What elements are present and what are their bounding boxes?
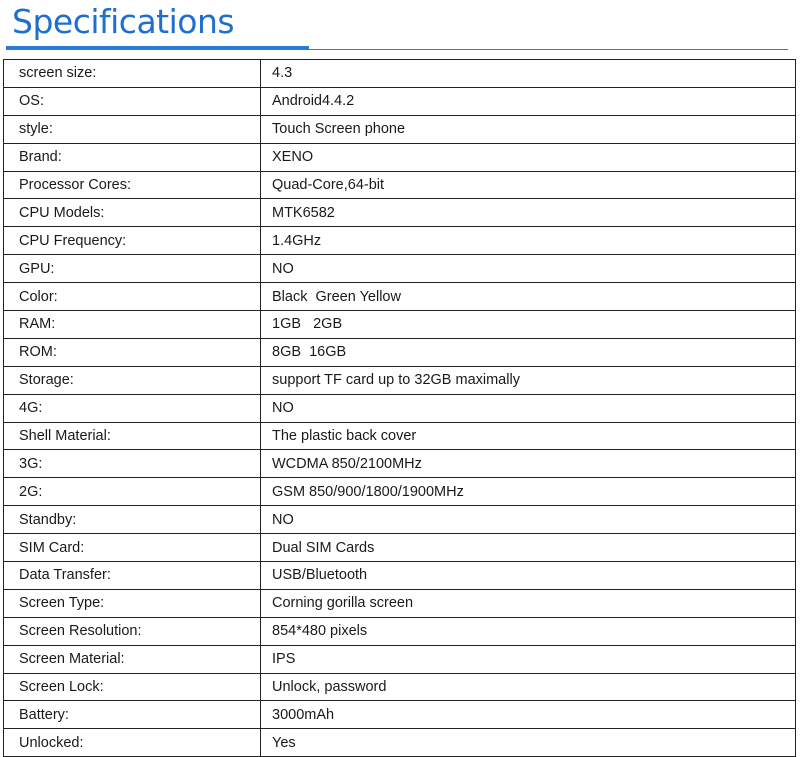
table-row (4, 617, 796, 645)
spec-value: WCDMA 850/2100MHz (261, 450, 796, 478)
spec-label: 3G: (4, 450, 261, 478)
spec-label: Storage: (4, 366, 261, 394)
table-row (4, 562, 796, 590)
spec-value: 1.4GHz (261, 227, 796, 255)
spec-label: Screen Lock: (4, 673, 261, 701)
spec-value: Dual SIM Cards (261, 534, 796, 562)
table-row (4, 394, 796, 422)
table-row (4, 422, 796, 450)
spec-label: Color: (4, 283, 261, 311)
spec-value: Quad-Core,64-bit (261, 171, 796, 199)
spec-label: Unlocked: (4, 729, 261, 757)
spec-value: Yes (261, 729, 796, 757)
spec-value: NO (261, 394, 796, 422)
spec-value: 854*480 pixels (261, 617, 796, 645)
table-row (4, 60, 796, 88)
table-row (4, 199, 796, 227)
table-row (4, 366, 796, 394)
spec-value: Touch Screen phone (261, 115, 796, 143)
spec-value: Unlock, password (261, 673, 796, 701)
spec-label: Standby: (4, 506, 261, 534)
spec-value: Android4.4.2 (261, 87, 796, 115)
table-row (4, 283, 796, 311)
table-row (4, 701, 796, 729)
spec-label: Processor Cores: (4, 171, 261, 199)
spec-value: 8GB 16GB (261, 338, 796, 366)
spec-label: CPU Frequency: (4, 227, 261, 255)
spec-value: XENO (261, 143, 796, 171)
spec-value: NO (261, 506, 796, 534)
spec-value: 3000mAh (261, 701, 796, 729)
table-row (4, 171, 796, 199)
spec-label: 4G: (4, 394, 261, 422)
specifications-table-body (4, 60, 796, 757)
spec-label: GPU: (4, 255, 261, 283)
table-row (4, 478, 796, 506)
table-row (4, 729, 796, 757)
spec-value: USB/Bluetooth (261, 562, 796, 590)
table-row (4, 115, 796, 143)
spec-value: MTK6582 (261, 199, 796, 227)
table-row (4, 87, 796, 115)
spec-value: support TF card up to 32GB maximally (261, 366, 796, 394)
header-divider-accent (6, 46, 309, 50)
spec-label: OS: (4, 87, 261, 115)
page-title: Specifications (12, 2, 235, 41)
spec-label: 2G: (4, 478, 261, 506)
table-row (4, 645, 796, 673)
spec-value: IPS (261, 645, 796, 673)
spec-label: Screen Type: (4, 589, 261, 617)
table-row (4, 311, 796, 339)
spec-label: Brand: (4, 143, 261, 171)
section-header (0, 0, 800, 62)
table-row (4, 506, 796, 534)
table-row (4, 450, 796, 478)
table-row (4, 227, 796, 255)
spec-label: Data Transfer: (4, 562, 261, 590)
spec-label: RAM: (4, 311, 261, 339)
spec-label: Battery: (4, 701, 261, 729)
spec-label: Screen Resolution: (4, 617, 261, 645)
table-row (4, 589, 796, 617)
table-row (4, 255, 796, 283)
spec-label: style: (4, 115, 261, 143)
table-row (4, 534, 796, 562)
spec-label: CPU Models: (4, 199, 261, 227)
table-row (4, 143, 796, 171)
spec-label: Shell Material: (4, 422, 261, 450)
spec-value: Corning gorilla screen (261, 589, 796, 617)
table-row (4, 338, 796, 366)
table-row (4, 673, 796, 701)
spec-value: 1GB 2GB (261, 311, 796, 339)
spec-label: ROM: (4, 338, 261, 366)
spec-value: Black Green Yellow (261, 283, 796, 311)
spec-label: screen size: (4, 60, 261, 88)
spec-value: NO (261, 255, 796, 283)
spec-label: Screen Material: (4, 645, 261, 673)
specifications-table (3, 59, 796, 757)
spec-value: 4.3 (261, 60, 796, 88)
spec-value: The plastic back cover (261, 422, 796, 450)
spec-label: SIM Card: (4, 534, 261, 562)
spec-value: GSM 850/900/1800/1900MHz (261, 478, 796, 506)
